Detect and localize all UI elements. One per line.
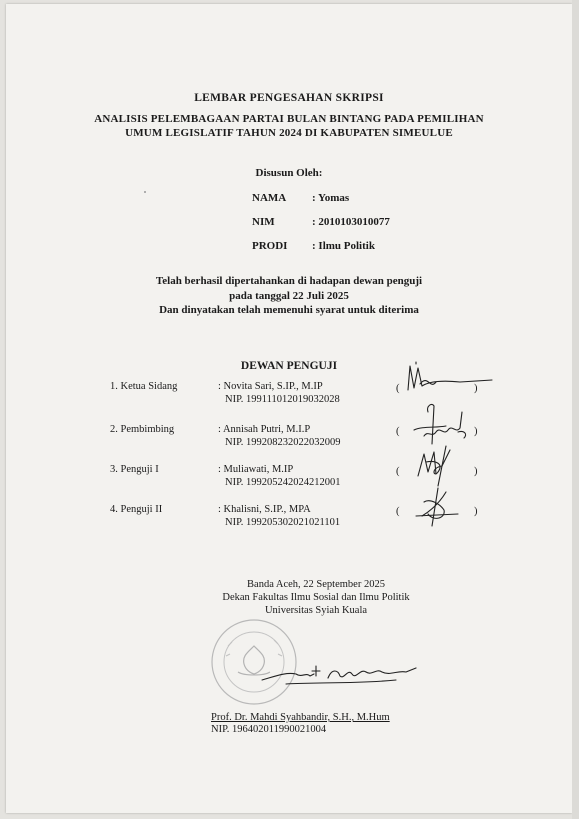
dean-signature	[256, 654, 426, 694]
defense-date: pada tanggal 22 Juli 2025	[229, 289, 349, 302]
defense-line: Telah berhasil dipertahankan di hadapan dewan penguji	[155, 275, 423, 287]
examiner-nip: NIP. 199205302021021101	[225, 517, 341, 528]
examiner-nip: NIP. 199208232022032009	[225, 437, 341, 448]
page-heading: LEMBAR PENGESAHAN SKRIPSI	[194, 92, 384, 104]
defense-line: Dan dinyatakan telah memenuhi syarat untuk diterima	[159, 304, 419, 316]
signature-penguji-2	[410, 482, 470, 532]
examiner-role: 4. Penguji II	[110, 504, 163, 515]
approval-page	[6, 4, 572, 813]
approval-block	[176, 578, 456, 617]
examiner-role: 3. Penguji I	[110, 464, 159, 475]
place-date: Banda Aceh, 22 September 2025	[247, 579, 385, 590]
identity-value: : 2010103010077	[312, 216, 390, 228]
identity-label: NAMA	[252, 192, 287, 204]
examiner-role: 2. Pembimbing	[110, 424, 175, 435]
identity-value: : Yomas	[312, 192, 350, 204]
signature-paren-open: (	[396, 426, 400, 437]
signature-paren-open: (	[396, 383, 400, 394]
scan-edge	[572, 0, 579, 819]
examiner-nip: NIP. 199111012019032028	[225, 394, 340, 405]
identity-value: : Ilmu Politik	[312, 240, 375, 252]
signature-paren-close: )	[474, 426, 478, 437]
examiner-nip: NIP. 199205242024212001	[225, 477, 341, 488]
thesis-title: ANALISIS PELEMBAGAAN PARTAI BULAN BINTANG PADA PEMILIHAN UMUM LEGISLATIF TAHUN 2024 DI KABUPATEN SIMEULUE	[94, 113, 484, 139]
identity-label: PRODI	[252, 240, 288, 252]
dean-position: Dekan Fakultas Ilmu Sosial dan Ilmu Politik	[222, 592, 410, 603]
defense-statement	[6, 274, 572, 318]
examiner-name: : Annisah Putri, M.I.P	[218, 424, 311, 435]
signature-paren-open: (	[396, 466, 400, 477]
signature-paren-close: )	[474, 506, 478, 517]
dean-name: Prof. Dr. Mahdi Syahbandir, S.H., M.Hum	[211, 712, 390, 723]
examiner-name: : Khalisni, S.IP., MPA	[218, 504, 311, 515]
signature-paren-open: (	[396, 506, 400, 517]
signature-paren-close: )	[474, 383, 478, 394]
scan-speck	[144, 191, 146, 193]
examiner-name: : Novita Sari, S.IP., M.IP	[218, 381, 323, 392]
examiner-role: 1. Ketua Sidang	[110, 381, 178, 392]
identity-label: NIM	[252, 216, 275, 228]
examiners-heading: DEWAN PENGUJI	[240, 360, 338, 372]
university-name: Universitas Syiah Kuala	[264, 605, 368, 616]
examiner-name: : Muliawati, M.IP	[218, 464, 294, 475]
signature-paren-close: )	[474, 466, 478, 477]
dean-nip: NIP. 196402011990021004	[211, 724, 327, 735]
signature-ketua-sidang	[400, 360, 510, 400]
author-intro: Disusun Oleh:	[255, 167, 323, 179]
